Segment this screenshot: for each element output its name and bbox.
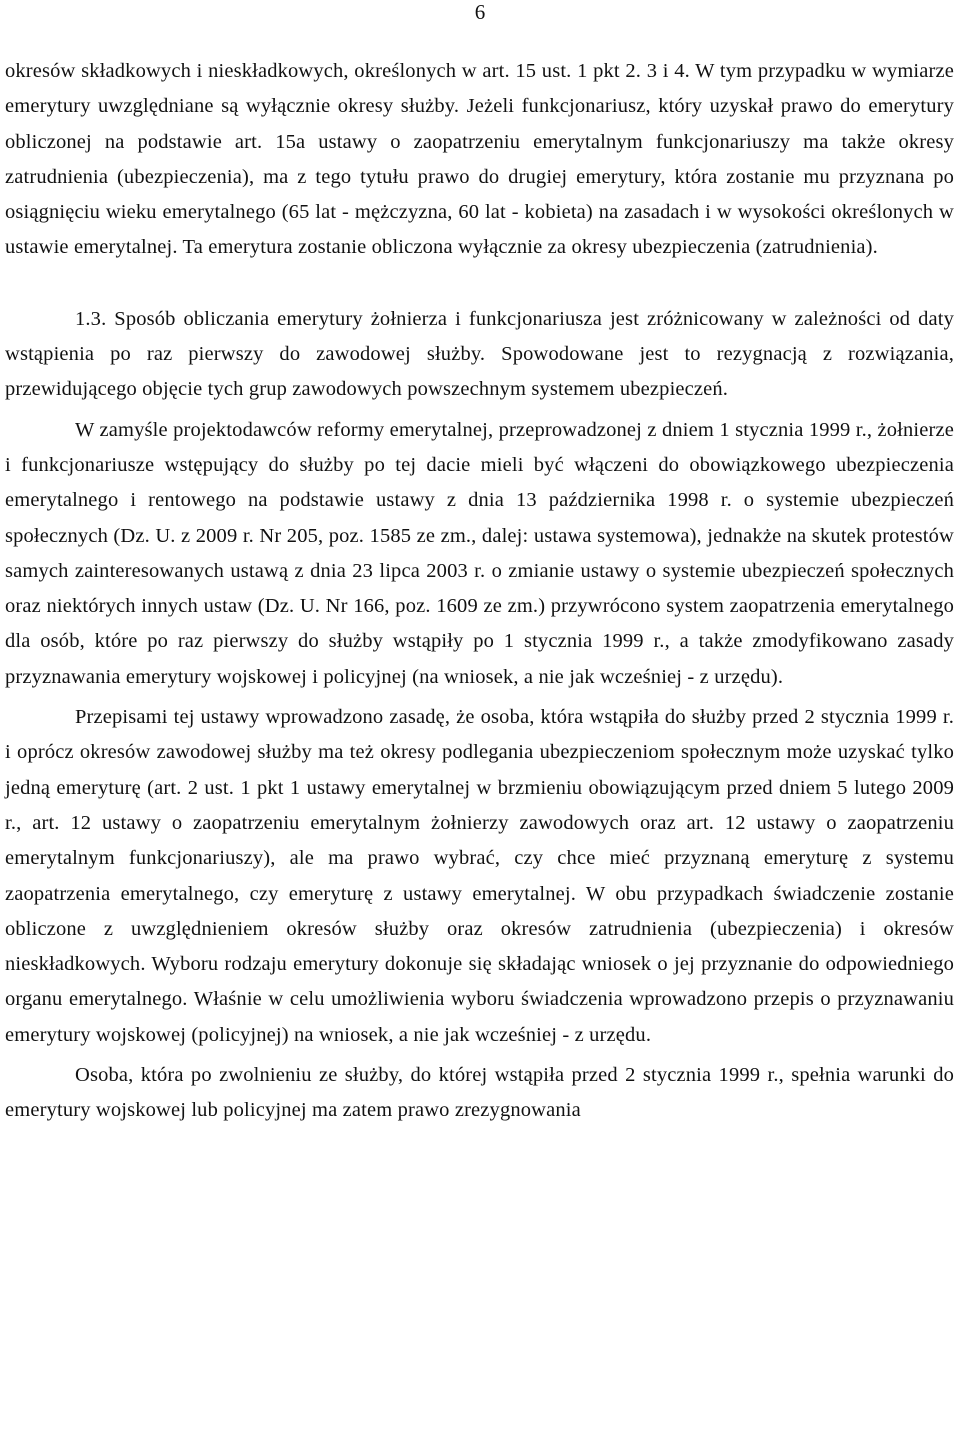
paragraph-5: Osoba, która po zwolnieniu ze służby, do której wstąpiła przed 2 stycznia 1999 r., spełnia warunki do emerytury wojskowej lub policyjnej ma zatem prawo zrezygnowania [5, 1064, 954, 1122]
document-body [5, 54, 954, 1129]
page-number: 6 [474, 0, 486, 24]
paragraph-3: W zamyśle projektodawców reformy emerytalnej, przeprowadzonej z dniem 1 stycznia 1999 r., żołnierze i funkcjonariusze wstępujący do służby po tej dacie mieli być włączeni do obowiązkowego ubezpieczenia emerytalnego i rentowego na podstawie ustawy z dnia 13 października 1998 r. o systemie ubezpieczeń społecznych (Dz. U. z 2009 r. Nr 205, poz. 1585 ze zm., dalej: ustawa systemowa), jednakże na skutek protestów samych zainteresowanych ustawą z dnia 23 lipca 2003 r. o zmianie ustawy o systemie ubezpieczeń społecznych oraz niektórych innych ustaw (Dz. U. Nr 166, poz. 1609 ze zm.) przywrócono system zaopatrzenia emerytalnego dla osób, które po raz pierwszy do służby wstąpiły po 1 stycznia 1999 r., a także zmodyfikowano zasady przyznawania emerytury wojskowej i policyjnej (na wniosek, a nie jak wcześniej - z urzędu). [5, 418, 954, 688]
paragraph-4: Przepisami tej ustawy wprowadzono zasadę, że osoba, która wstąpiła do służby przed 2 stycznia 1999 r. i oprócz okresów zawodowej służby ma też okresy podlegania ubezpieczeniom społecznym może uzyskać tylko jedną emeryturę (art. 2 ust. 1 pkt 1 ustawy emerytalnej w brzmieniu obowiązującym przed dniem 5 lutego 2009 r., art. 12 ustawy o zaopatrzeniu emerytalnym żołnierzy zawodowych oraz art. 12 ustawy o zaopatrzeniu emerytalnym funkcjonariuszy), ale ma prawo wybrać, czy chce mieć przyznaną emeryturę z systemu zaopatrzenia emerytalnego, czy emeryturę z ustawy emerytalnej. W obu przypadkach świadczenie zostanie obliczone z uwzględnieniem okresów służby oraz okresów zatrudnienia (ubezpieczenia) i okresów nieskładkowych. Wyboru rodzaju emerytury dokonuje się składając wniosek o jej przyznanie do odpowiedniego organu emerytalnego. Właśnie w celu umożliwienia wyboru świadczenia wprowadzono przepis o przyznawaniu emerytury wojskowej (policyjnej) na wniosek, a nie jak wcześniej - z urzędu. [5, 706, 954, 1046]
paragraph-1: okresów składkowych i nieskładkowych, określonych w art. 15 ust. 1 pkt 2. 3 i 4. W tym przypadku w wymiarze emerytury uwzględniane są wyłącznie okresy służby. Jeżeli funkcjonariusz, który uzyskał prawo do emerytury obliczonej na podstawie art. 15a ustawy o zaopatrzeniu emerytalnym funkcjonariuszy ma także okresy zatrudnienia (ubezpieczenia), ma z tego tytułu prawo do drugiej emerytury, która zostanie mu przyznana po osiągnięciu wieku emerytalnego (65 lat - mężczyzna, 60 lat - kobieta) na zasadach i w wysokości określonych w ustawie emerytalnej. Ta emerytura zostanie obliczona wyłącznie za okresy ubezpieczenia (zatrudnienia). [5, 60, 954, 259]
paragraph-2: 1.3. Sposób obliczania emerytury żołnierza i funkcjonariusza jest zróżnicowany w zależności od daty wstąpienia po raz pierwszy do zawodowej służby. Spowodowane jest to rezygnacją z rozwiązania, przewidującego objęcie tych grup zawodowych powszechnym systemem ubezpieczeń. [5, 307, 954, 401]
